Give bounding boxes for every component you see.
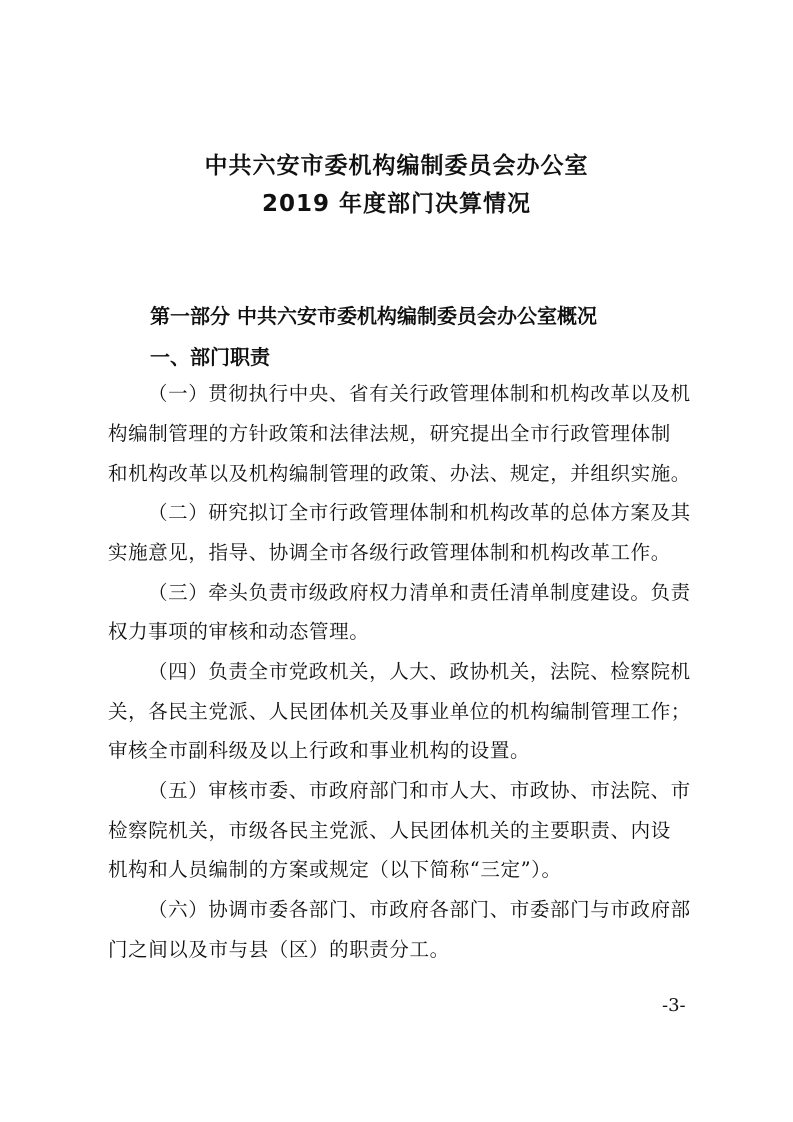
page-title-line2: 2019 年度部门决算情况 [261, 191, 532, 217]
text-line: 构编制管理的方针政策和法律法规，研究提出全市行政管理体制 [108, 422, 671, 445]
text-line: 权力事项的审核和动态管理。 [108, 620, 370, 643]
page-title-line1: 中共六安市委机构编制委员会办公室 [204, 153, 589, 179]
text-line: 门之间以及市与县（区）的职责分工。 [108, 938, 450, 961]
text-line: 机构和人员编制的方案或规定（以下简称“三定”）。 [108, 858, 562, 881]
text-line: （三）牵头负责市级政府权力清单和责任清单制度建设。负责 [148, 581, 691, 604]
section-heading: 一、部门职责 [150, 345, 270, 369]
text-line: （五）审核市委、市政府部门和市人大、市政协、市法院、市 [148, 779, 691, 802]
text-line: 和机构改革以及机构编制管理的政策、办法、规定，并组织实施。 [108, 462, 691, 485]
part-heading: 第一部分 中共六安市委机构编制委员会办公室概况 [150, 304, 597, 328]
text-line: 审核全市副科级及以上行政和事业机构的设置。 [108, 739, 531, 762]
text-line: （六）协调市委各部门、市政府各部门、市委部门与市政府部 [148, 898, 691, 921]
text-line: 实施意见，指导、协调全市各级行政管理体制和机构改革工作。 [108, 541, 671, 564]
text-line: （二）研究拟订全市行政管理体制和机构改革的总体方案及其 [148, 501, 691, 524]
text-line: 检察院机关，市级各民主党派、人民团体机关的主要职责、内设 [108, 819, 671, 842]
text-line: （四）负责全市党政机关，人大、政协机关，法院、检察院机 [148, 660, 691, 683]
text-line: （一）贯彻执行中央、省有关行政管理体制和机构改革以及机 [148, 382, 691, 405]
text-line: 关，各民主党派、人民团体机关及事业单位的机构编制管理工作； [108, 700, 691, 723]
page-number: -3- [662, 995, 686, 1016]
